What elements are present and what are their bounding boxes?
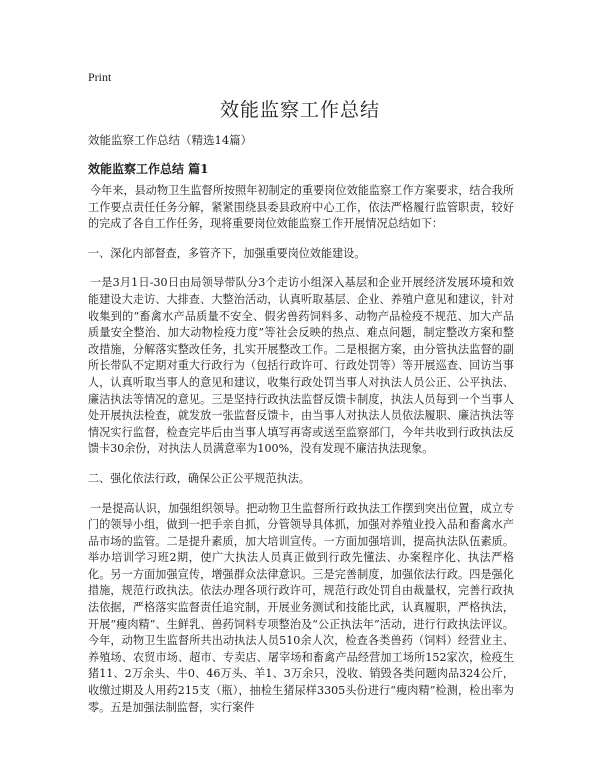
- document-body: [88, 183, 514, 729]
- paragraph-heading-1: 一、深化内部督查，多管齐下，加强重要岗位效能建设。: [88, 246, 366, 260]
- paragraph-intro: 今年来，县动物卫生监督所按照年初制定的重要岗位效能监察工作方案要求，结合我所工作要点责任任务分解，紧紧围绕县委县政府中心工作，依法严格履行监管职责，较好的完成了各自工作任务，现将重要岗位效能监察工作开展情况总结如下：: [88, 184, 514, 231]
- section-title: 效能监察工作总结 篇1: [88, 162, 209, 176]
- document-subtitle: 效能监察工作总结（精选14篇）: [88, 133, 253, 147]
- paragraph-body-1: 一是3月1日-30日由局领导带队分3个走访小组深入基层和企业开展经济发展环境和效能建设大走访、大排查、大整治活动，认真听取基层、企业、养殖户意见和建议，针对收集到的“畜禽水产品质量不安全、假劣兽药饲料多、动物产品检疫不规范、加大产品质量安全整治、加大动物检疫力度”等社会反映的热点、难点问题，制定整改方案和整改措施，分解落实整改任务，扎实开展整改工作。二是根据方案，由分管执法监督的副所长带队不定期对重大行政行为（包括行政许可、行政处罚等）等开展巡查、回访当事人，认真听取当事人的意见和建议，收集行政处罚当事人对执法人员公正、公平执法、廉洁执法等情况的意见。三是坚持行政执法监督反馈卡制度，执法人员每到一个当事人处开展执法检查，就发放一张监督反馈卡，由当事人对执法人员依法履职、廉洁执法等情况实行监督，检查完毕后由当事人填写再寄或送至监察部门，今年共收到行政执法反馈卡30余份，对执法人员满意率为100%，没有发现不廉洁执法现象。: [88, 276, 514, 456]
- paragraph-heading-2: 二、强化依法行政，确保公正公平规范执法。: [88, 471, 310, 485]
- document-title: 效能监察工作总结: [219, 99, 380, 121]
- paragraph-body-2: 一是提高认识，加强组织领导。把动物卫生监督所行政执法工作摆到突出位置，成立专门的领导小组，做到一把手亲自抓，分管领导具体抓，加强对养殖业投入品和畜禽水产品市场的监管。二是提升素质，加大培训宣传。一方面加强培训，提高执法队伍素质。举办培训学习班2期，使广大执法人员真正做到行政先懂法、办案程序化、执法严格化。另一方面加强宣传，增强群众法律意识。三是完善制度，加强依法行政。四是强化措施，规范行政执法。依法办理各项行政许可，规范行政处罚自由裁量权，完善行政执法依据，严格落实监督责任追究制，开展业务测试和技能比武，认真履职，严格执法，开展“瘦肉精”、生鲜乳、兽药饲料专项整治及“公正执法年”活动，进行行政执法评议。今年，动物卫生监督所共出动执法人员510余人次，检查各类兽药（饲料）经营业主、养殖场、农贸市场、超市、专卖店、屠宰场和畜禽产品经营加工场所152家次，检疫生猪11、2万余头、牛0、46万头、羊1、3万余只，没收、销毁各类问题肉品324公斤，收缴过期及人用药215支（瓶），抽检生猪尿样3305头份进行“瘦肉精”检测，检出率为零。五是加强法制监督，实行案件: [88, 501, 514, 714]
- print-link[interactable]: Print: [88, 70, 112, 84]
